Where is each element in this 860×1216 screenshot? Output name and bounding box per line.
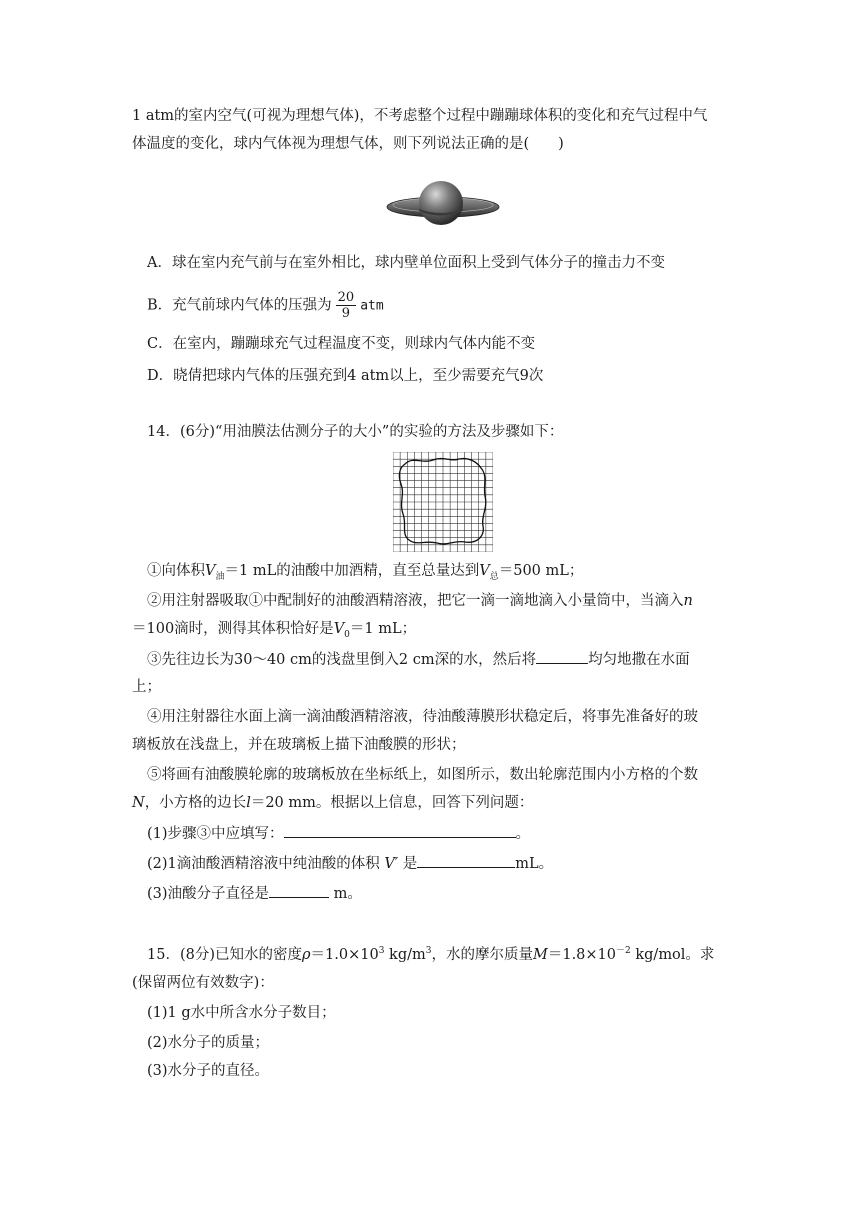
- oil-film-grid-figure: [393, 452, 493, 552]
- q15-line-1: 15．(8分)已知水的密度$\rho=1.0\times 10^3$ $kg/m^3$，水的摩尔质量$M=1.8\times 10^{-2}$ kg/mol。求: [147, 946, 715, 963]
- q14-step-5-line-2: N，小方格的边长l＝20 mm。根据以上信息，回答下列问题：: [132, 795, 534, 811]
- q14-step-4-line-2: 璃板放在浅盘上，并在玻璃板上描下油酸膜的形状；: [132, 737, 466, 753]
- option-c: C．在室内，蹦蹦球充气过程温度不变，则球内气体内能不变: [147, 336, 536, 352]
- option-b: B．充气前球内气体的压强为 $\frac{20}{9}$ atm: [147, 290, 384, 321]
- q14-part-2: (2)1滴油酸酒精溶液中纯油酸的体积 V′ 是 mL。: [147, 853, 553, 874]
- bouncing-ball-figure: [383, 163, 503, 243]
- answer-blank: [536, 649, 588, 664]
- q14-title: 14．(6分)“用油膜法估测分子的大小”的实验的方法及步骤如下：: [147, 424, 564, 440]
- q14-step-3-line-1: ③先往边长为30～40 cm的浅盘里倒入2 cm深的水，然后将 均匀地撒在水面: [147, 649, 690, 670]
- answer-blank: [284, 823, 516, 838]
- q15-part-3: (3)水分子的直径。: [147, 1063, 270, 1079]
- q15-part-2: (2)水分子的质量；: [147, 1035, 270, 1051]
- fraction-20-9: $\frac{20}{9}$: [337, 290, 355, 321]
- q14-step-2-line-2: ＝100滴时，测得其体积恰好是$V_0=1$ mL；: [132, 621, 417, 640]
- q15-part-1: (1)1 g水中所含水分子数目；: [147, 1005, 336, 1021]
- option-d: D．晓倩把球内气体的压强充到4 atm以上，至少需要充气9次: [147, 368, 544, 384]
- answer-blank: [269, 883, 329, 898]
- option-a: A．球在室内充气前与在室外相比，球内壁单位面积上受到气体分子的撞击力不变: [147, 255, 665, 271]
- q14-step-2-line-1: ②用注射器吸取①中配制好的油酸酒精溶液，把它一滴一滴地滴入小量筒中，当滴入n: [147, 593, 693, 609]
- intro-line-2: 体温度的变化，球内气体视为理想气体，则下列说法正确的是( ): [132, 136, 564, 152]
- q14-part-1: (1)步骤③中应填写： 。: [147, 823, 530, 844]
- q14-part-3: (3)油酸分子直径是 m。: [147, 883, 362, 904]
- oil-film-outline: [399, 459, 485, 544]
- intro-line-1: 1 atm的室内空气(可视为理想气体)，不考虑整个过程中蹦蹦球体积的变化和充气过程中气: [132, 108, 708, 124]
- q15-line-2: (保留两位有效数字)：: [132, 975, 274, 991]
- q14-step-4-line-1: ④用注射器往水面上滴一滴油酸酒精溶液，待油酸薄膜形状稳定后，将事先准备好的玻: [147, 709, 698, 725]
- q14-step-3-line-2: 上；: [132, 679, 161, 695]
- q14-step-1: ①向体积$V_油=1$ mL的油酸中加酒精，直至总量达到$V_总=500$ mL；: [147, 563, 584, 582]
- q14-step-5-line-1: ⑤将画有油酸膜轮廓的玻璃板放在坐标纸上，如图所示，数出轮廓范围内小方格的个数: [147, 767, 698, 783]
- answer-blank: [417, 853, 515, 868]
